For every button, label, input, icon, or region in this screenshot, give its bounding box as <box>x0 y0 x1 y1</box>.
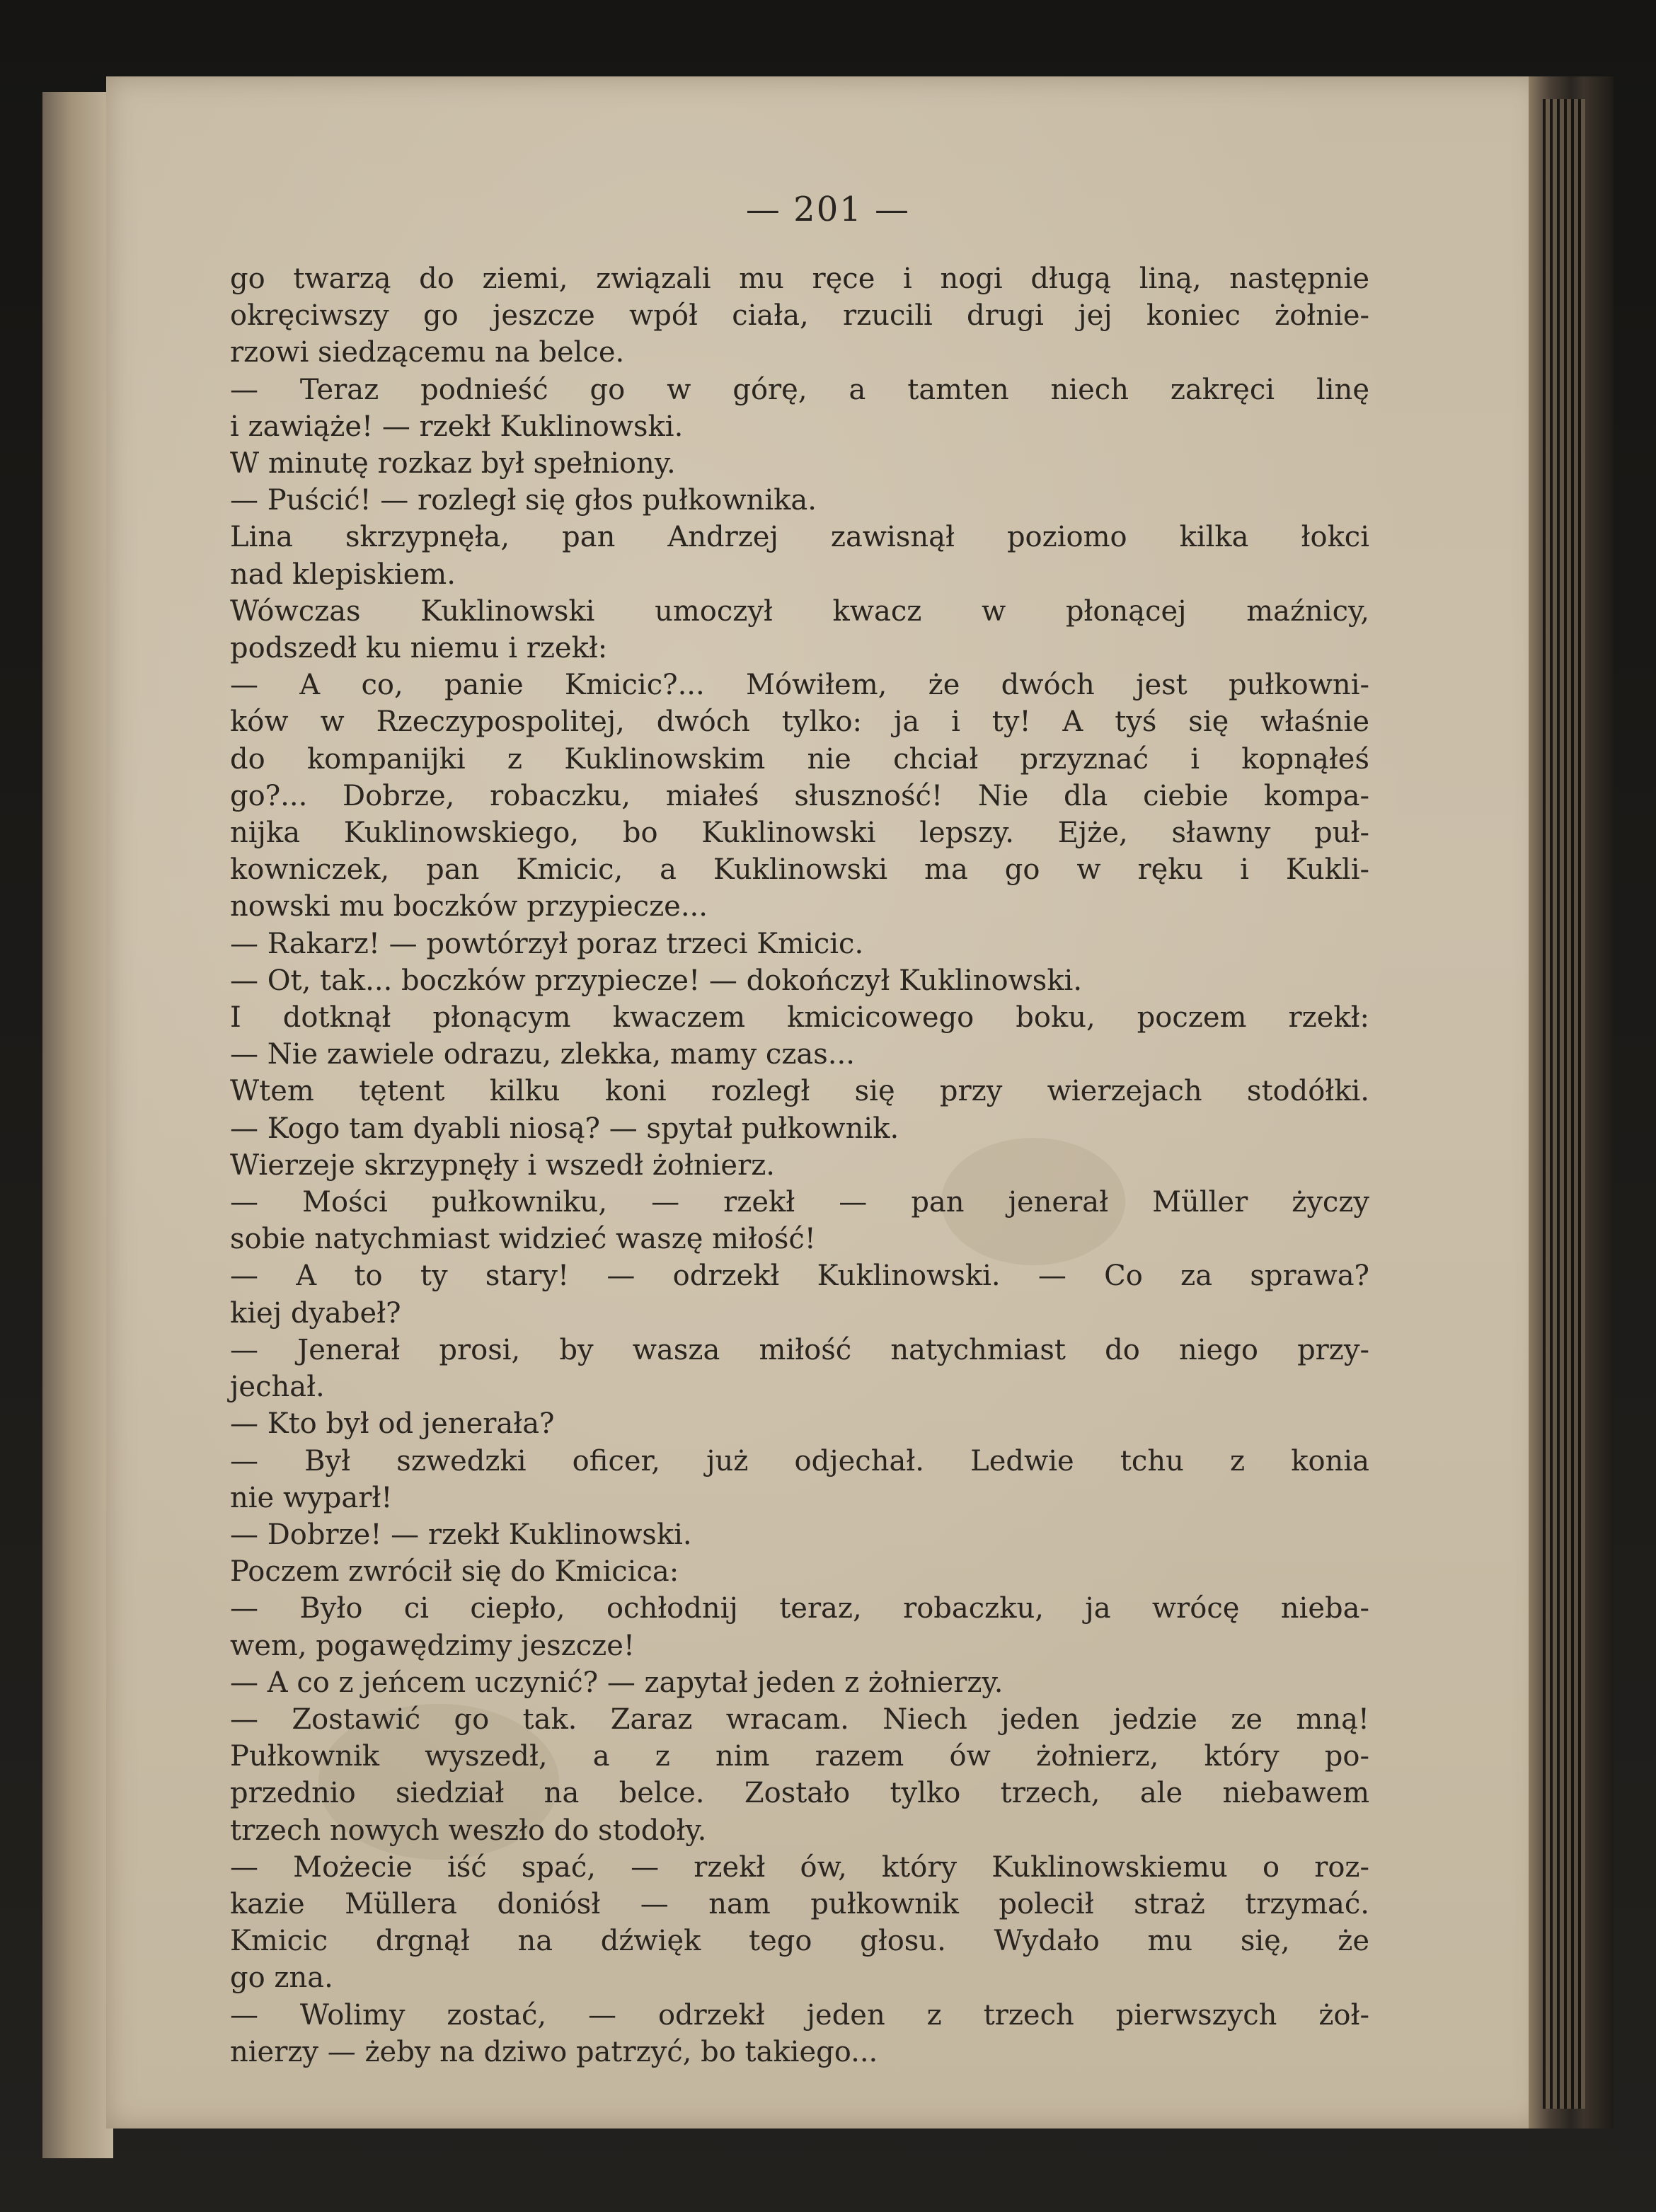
text-line: — Zostawić go tak. Zaraz wracam. Niech jeden jedzie ze mną! <box>230 1703 1369 1736</box>
book-spine-binding <box>1543 99 1585 2109</box>
text-line: sobie natychmiast widzieć waszę miłość! <box>230 1223 816 1256</box>
text-line: kazie Müllera doniósł — nam pułkownik polecił straż trzymać. <box>230 1887 1369 1920</box>
text-line: — Nie zawiele odrazu, zlekka, mamy czas... <box>230 1038 855 1071</box>
text-line: — Był szwedzki oficer, już odjechał. Ledwie tchu z konia <box>230 1444 1369 1477</box>
text-line: Lina skrzypnęła, pan Andrzej zawisnął poziomo kilka łokci <box>230 521 1369 554</box>
page-number: — 201 — <box>745 190 911 229</box>
text-line: — Wolimy zostać, — odrzekł jeden z trzech pierwszych żoł- <box>230 1998 1369 2032</box>
text-line: okręciwszy go jeszcze wpół ciała, rzucili drugi jej koniec żołnie- <box>230 299 1369 333</box>
text-line: Poczem zwrócił się do Kmicica: <box>230 1555 679 1589</box>
text-line: go twarzą do ziemi, związali mu ręce i nogi długą liną, następnie <box>230 263 1369 295</box>
text-line: I dotknął płonącym kwaczem kmicicowego boku, poczem rzekł: <box>230 1001 1369 1035</box>
text-line: do kompanijki z Kuklinowskim nie chciał przyznać i kopnąłeś <box>230 742 1369 776</box>
text-line: — Dobrze! — rzekł Kuklinowski. <box>230 1518 692 1551</box>
text-line: jechał. <box>230 1371 325 1404</box>
text-line: go zna. <box>230 1962 333 1995</box>
text-line: W minutę rozkaz był spełniony. <box>230 447 676 480</box>
text-line: — A co z jeńcem uczynić? — zapytał jeden z żołnierzy. <box>230 1666 1004 1699</box>
text-line: — Kto był od jenerała? <box>230 1407 555 1441</box>
text-line: kiej dyabeł? <box>230 1296 401 1330</box>
text-line: — Kogo tam dyabli niosą? — spytał pułkownik. <box>230 1112 899 1145</box>
text-line: — Jenerał prosi, by wasza miłość natychmiast do niego przy- <box>230 1333 1369 1366</box>
text-line: nierzy — żeby na dziwo patrzyć, bo takiego... <box>230 2035 878 2068</box>
text-line: go?... Dobrze, robaczku, miałeś słuszność! Nie dla ciebie kompa- <box>230 779 1369 812</box>
text-line: nie wyparł! <box>230 1481 393 1514</box>
text-line: przednio siedział na belce. Zostało tylko trzech, ale niebawem <box>230 1777 1369 1810</box>
text-line: — A co, panie Kmicic?... Mówiłem, że dwóch jest pułkowni- <box>230 669 1369 702</box>
text-line: — Mości pułkowniku, — rzekł — pan jenerał Müller życzy <box>230 1186 1369 1219</box>
text-line: podszedł ku niemu i rzekł: <box>230 632 608 665</box>
text-line: Wówczas Kuklinowski umoczył kwacz w płonącej maźnicy, <box>230 594 1369 628</box>
text-line: nijka Kuklinowskiego, bo Kuklinowski lepszy. Ejże, sławny puł- <box>230 817 1369 850</box>
text-line: — A to ty stary! — odrzekł Kuklinowski. — Co za sprawa? <box>230 1260 1369 1293</box>
text-line: kowniczek, pan Kmicic, a Kuklinowski ma go w ręku i Kukli- <box>230 853 1369 887</box>
text-line: — Rakarz! — powtórzył poraz trzeci Kmicic. <box>230 927 864 960</box>
page-text <box>230 260 1369 2070</box>
text-line: — Teraz podnieść go w górę, a tamten niech zakręci linę <box>230 373 1369 406</box>
text-line: — Puścić! — rozległ się głos pułkownika. <box>230 484 817 517</box>
text-line: trzech nowych weszło do stodoły. <box>230 1814 707 1847</box>
text-line: — Ot, tak... boczków przypiecze! — dokończył Kuklinowski. <box>230 964 1083 997</box>
text-line: ków w Rzeczypospolitej, dwóch tylko: ja i ty! A tyś się właśnie <box>230 705 1369 739</box>
text-line: Wierzeje skrzypnęły i wszedł żołnierz. <box>230 1148 775 1182</box>
text-line: nad klepiskiem. <box>230 558 456 591</box>
text-line: Kmicic drgnął na dźwięk tego głosu. Wydało mu się, że <box>230 1925 1369 1958</box>
text-line: Wtem tętent kilku koni rozległ się przy wierzejach stodółki. <box>230 1075 1369 1108</box>
text-line: — Było ci ciepło, ochłodnij teraz, robaczku, ja wrócę nieba- <box>230 1592 1369 1625</box>
text-line: wem, pogawędzimy jeszcze! <box>230 1629 635 1662</box>
text-line: rzowi siedzącemu na belce. <box>230 336 625 369</box>
text-line: i zawiąże! — rzekł Kuklinowski. <box>230 410 684 443</box>
text-line: Pułkownik wyszedł, a z nim razem ów żołnierz, który po- <box>230 1740 1369 1773</box>
page-edge <box>42 92 113 2158</box>
text-line: — Możecie iść spać, — rzekł ów, który Kuklinowskiemu o roz- <box>230 1850 1369 1884</box>
text-line: nowski mu boczków przypiecze... <box>230 890 708 923</box>
